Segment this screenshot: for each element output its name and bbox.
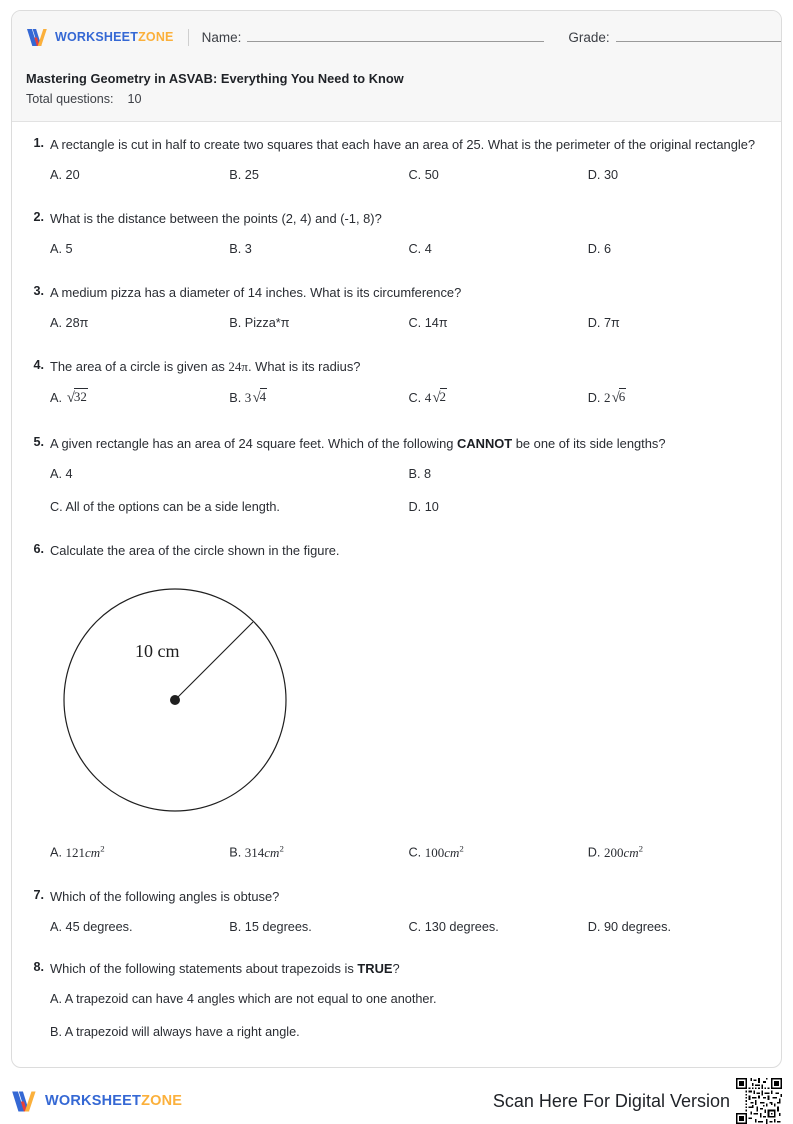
question-6-option-b[interactable]: [229, 842, 408, 862]
question-1: [26, 135, 767, 185]
question-2-option-a[interactable]: A. 5: [50, 241, 73, 256]
question-4-text-after: . What is its radius?: [247, 358, 361, 374]
question-7: [26, 887, 767, 937]
question-3-option-c[interactable]: C. 14π: [408, 315, 448, 330]
question-2-option-d[interactable]: D. 6: [587, 241, 612, 256]
question-5: [26, 434, 767, 517]
question-8-option-a[interactable]: A. A trapezoid can have 4 angles which are not equal to one another.: [50, 991, 437, 1006]
question-6-option-d-value: 200: [603, 844, 624, 860]
question-6-option-b-unit: cm: [264, 844, 280, 860]
question-4-inline-math: 24π: [228, 358, 248, 374]
question-1-option-c[interactable]: C. 50: [408, 167, 439, 182]
question-4-option-c-radicand: 2: [439, 388, 446, 404]
question-6-option-a-letter: A.: [50, 845, 62, 860]
question-6-option-a-unit: cm: [85, 844, 101, 860]
question-8-text: [50, 959, 767, 979]
grade-field-label: Grade:: [568, 30, 610, 45]
question-5-option-d[interactable]: D. 10: [408, 499, 439, 514]
header-divider: [188, 29, 189, 46]
question-6-option-d-unit: cm: [623, 844, 639, 860]
question-4-option-d-letter: D.: [587, 390, 601, 405]
grade-field[interactable]: [568, 29, 782, 45]
page-footer: [11, 1082, 782, 1120]
worksheet-card: [11, 10, 782, 1068]
question-6-option-a[interactable]: [50, 842, 229, 862]
question-7-options: [50, 918, 767, 937]
question-4-option-c-letter: C.: [408, 390, 422, 405]
question-4-option-b-radicand: 4: [259, 388, 267, 404]
question-3-option-b[interactable]: B. Pizza*π: [229, 315, 290, 330]
worksheetzone-v-logo-icon: [26, 28, 48, 47]
name-field-label: Name:: [201, 30, 242, 45]
question-4: [26, 357, 767, 410]
question-6-number: 6.: [33, 541, 44, 556]
question-6-option-c-unit: cm: [444, 844, 460, 860]
question-4-option-d[interactable]: D. 2√6: [587, 388, 626, 406]
question-3-option-d[interactable]: D. 7π: [587, 315, 620, 330]
question-4-option-b[interactable]: B. 3√4: [229, 388, 267, 406]
worksheetzone-v-logo-icon: [11, 1090, 37, 1113]
question-8-options-row-2: [50, 1023, 767, 1042]
question-2-text: What is the distance between the points (2, 4) and (-1, 8)?: [50, 210, 382, 226]
total-questions-value: 10: [127, 92, 142, 106]
question-6-option-d-letter: D.: [587, 845, 601, 860]
question-1-option-a[interactable]: A. 20: [50, 167, 80, 182]
footer-brand-wordmark: [45, 1093, 182, 1109]
question-8-options-row-1: [50, 990, 767, 1009]
question-2-option-b[interactable]: B. 3: [229, 241, 252, 256]
question-2-option-c[interactable]: C. 4: [408, 241, 432, 256]
question-5-text-after: be one of its side lengths?: [512, 435, 666, 451]
question-3: [26, 283, 767, 333]
question-1-options: [50, 166, 767, 185]
footer-brand-logo: [11, 1090, 182, 1113]
question-5-options-row-2: [50, 498, 767, 517]
question-4-text-before: The area of a circle is given as: [50, 358, 229, 374]
name-field[interactable]: [202, 29, 545, 45]
question-5-text-before: A given rectangle has an area of 24 square feet. Which of the following: [50, 435, 458, 451]
question-6-option-a-value: 121: [65, 844, 86, 860]
question-7-option-c[interactable]: C. 130 degrees.: [408, 919, 499, 934]
question-4-option-a[interactable]: A. √32: [50, 388, 87, 406]
brand-zone-text: ZONE: [138, 30, 174, 44]
brand-wordmark: [55, 30, 174, 44]
question-6-option-a-exp: 2: [100, 843, 105, 854]
question-6-option-d-exp: 2: [638, 843, 644, 854]
question-2: [26, 209, 767, 259]
question-8: [26, 959, 767, 1042]
question-2-options: [50, 240, 767, 259]
question-6-option-c-letter: C.: [408, 845, 422, 860]
question-5-options-row-1: [50, 465, 767, 484]
question-7-option-b[interactable]: B. 15 degrees.: [229, 919, 312, 934]
question-6-option-d[interactable]: [588, 842, 767, 862]
question-6-option-c[interactable]: [409, 842, 588, 862]
question-5-option-c[interactable]: C. All of the options can be a side length.: [50, 499, 280, 514]
question-6: [26, 541, 767, 863]
question-1-text: A rectangle is cut in half to create two squares that each have an area of 25. What is the perimeter of the original rectangle?: [50, 137, 756, 152]
question-4-option-c-coef: 4: [424, 389, 432, 405]
question-1-number: 1.: [33, 136, 44, 150]
question-7-option-a[interactable]: A. 45 degrees.: [50, 919, 133, 934]
footer-scan-group: [493, 1078, 782, 1124]
question-3-text: A medium pizza has a diameter of 14 inches. What is its circumference?: [50, 284, 462, 300]
question-8-option-b[interactable]: B. A trapezoid will always have a right angle.: [50, 1024, 300, 1039]
question-4-option-c[interactable]: C. 4√2: [408, 388, 446, 406]
question-6-text: Calculate the area of the circle shown in the figure.: [50, 542, 340, 558]
question-5-option-b[interactable]: B. 8: [408, 466, 432, 481]
question-6-options: [50, 842, 767, 862]
question-5-text: [50, 434, 767, 454]
question-4-number: 4.: [33, 357, 44, 372]
circle-radius-label: 10 cm: [135, 641, 180, 662]
footer-brand-zone-text: ZONE: [141, 1093, 183, 1109]
question-6-option-c-value: 100: [424, 844, 445, 860]
question-4-option-d-coef: 2: [603, 389, 611, 405]
question-6-option-b-exp: 2: [279, 843, 284, 854]
question-1-option-b[interactable]: B. 25: [229, 167, 259, 182]
footer-brand-worksheet-text: WORKSHEET: [45, 1093, 142, 1109]
question-4-option-b-letter: B.: [229, 390, 242, 405]
circle-diagram-icon: [53, 576, 353, 826]
question-3-options: [50, 314, 767, 333]
question-7-option-d[interactable]: D. 90 degrees.: [587, 919, 671, 934]
total-questions-label: Total questions:: [26, 92, 114, 106]
question-2-number: 2.: [33, 209, 44, 224]
question-8-text-before: Which of the following statements about trapezoids is: [50, 960, 358, 976]
name-field-line[interactable]: [247, 29, 544, 42]
grade-field-line[interactable]: [616, 29, 782, 42]
question-3-option-a[interactable]: A. 28π: [50, 315, 89, 330]
question-4-option-a-radicand: 32: [73, 388, 87, 404]
question-6-option-c-exp: 2: [459, 843, 464, 854]
qr-code-icon[interactable]: [736, 1078, 782, 1124]
question-5-text-emphasis: CANNOT: [457, 435, 513, 451]
question-6-option-b-value: 314: [244, 844, 265, 860]
question-4-option-a-letter: A.: [50, 390, 62, 405]
question-4-text: [50, 357, 767, 377]
question-5-number: 5.: [33, 434, 44, 449]
header-brand-logo: [26, 28, 174, 47]
question-4-option-d-radicand: 6: [618, 388, 626, 404]
question-6-option-b-letter: B.: [229, 845, 242, 860]
question-4-options: [50, 388, 767, 410]
question-8-text-emphasis: TRUE: [357, 960, 393, 976]
worksheet-header: [12, 11, 781, 122]
question-8-number: 8.: [33, 959, 44, 974]
question-3-number: 3.: [33, 283, 44, 298]
question-4-option-b-coef: 3: [244, 389, 252, 405]
brand-worksheet-text: WORKSHEET: [55, 30, 139, 44]
header-top-row: [26, 25, 767, 49]
question-8-text-after: ?: [392, 960, 400, 976]
question-7-text: Which of the following angles is obtuse?: [50, 888, 280, 904]
worksheet-title: Mastering Geometry in ASVAB: Everything You Need to Know: [26, 71, 404, 86]
question-7-number: 7.: [33, 887, 44, 902]
scan-here-label: Scan Here For Digital Version: [492, 1090, 730, 1111]
question-1-option-d[interactable]: D. 30: [587, 167, 619, 182]
questions-body: [12, 122, 781, 1042]
total-questions-row: [26, 92, 767, 106]
question-5-option-a[interactable]: A. 4: [50, 466, 73, 481]
question-6-circle-figure: [53, 576, 767, 831]
